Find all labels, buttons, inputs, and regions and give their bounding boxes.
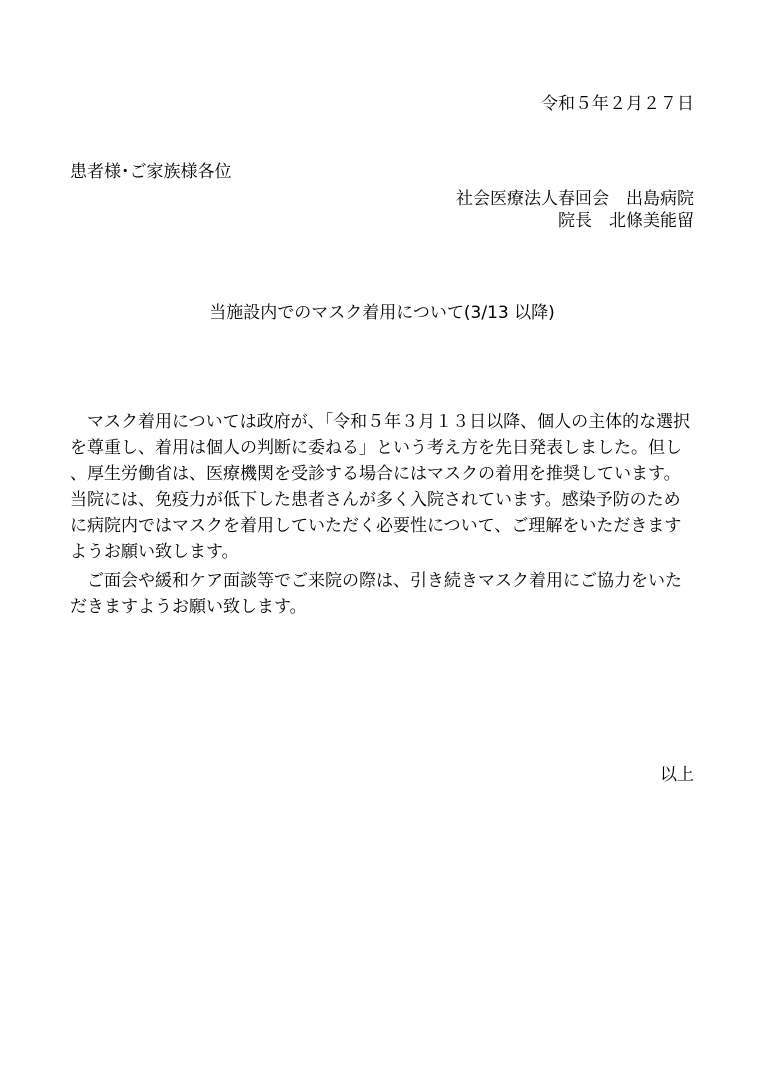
document-date: 令和５年２月２７日 [541,94,694,114]
closing-mark: 以上 [660,765,694,785]
addressee: 患者様･ご家族様各位 [70,162,232,182]
body-paragraph-visitor-request: ご面会や緩和ケア面談等でご来院の際は、引き続きマスク着用にご協力をいただきますようお願い致します。 [70,571,682,617]
sender-name: 院長 北條美能留 [558,211,694,231]
body-paragraph-mask-policy: マスク着用については政府が、「令和５年３月１３日以降、個人の主体的な選択を尊重し、着用は個人の判断に委ねる」という考え方を先日発表しました。但し、厚生労働省は、医療機関を受診する場合にはマスクの着用を推奨しています。当院には、免疫力が低下した患者さんが多く入院されています。感染予防のために病院内ではマスクを着用していただく必要性について、ご理解をいただきますようお願い致します。 [70,412,691,562]
document-title: 当施設内でのマスク着用について(3/13 以降) [209,303,555,323]
sender-organization: 社会医療法人春回会 出島病院 [456,189,694,209]
